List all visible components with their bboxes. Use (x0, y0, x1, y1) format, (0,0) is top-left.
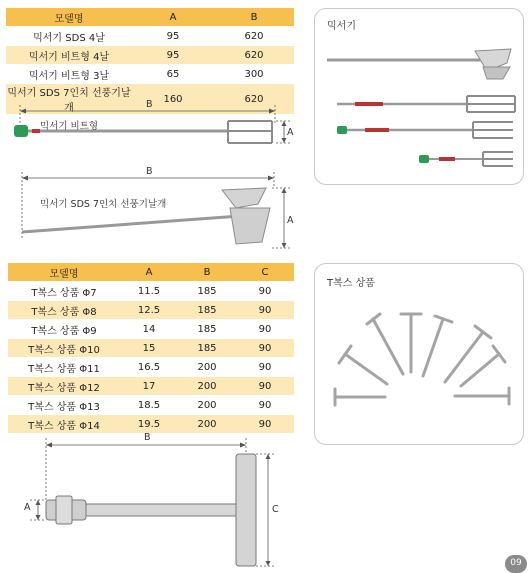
cell-a: 160 (132, 84, 214, 115)
table-row (8, 377, 294, 396)
dimension-a-label: A (287, 215, 294, 226)
cell-a: 95 (132, 27, 214, 46)
tbox-spec-table (8, 263, 294, 434)
cell-c: 90 (236, 377, 294, 396)
cell-a: 65 (132, 65, 214, 84)
tbox-photo-panel (314, 263, 524, 445)
header-model: 모델명 (6, 8, 132, 27)
cell-c: 90 (236, 301, 294, 320)
dimension-b-label: B (144, 432, 151, 443)
cell-a: 19.5 (120, 415, 178, 434)
dimension-b-label: B (146, 99, 153, 110)
dimension-a-label: A (24, 502, 31, 513)
cell-model: T복스 상품 Φ10 (8, 339, 120, 358)
cell-c: 90 (236, 415, 294, 434)
table-row (6, 27, 294, 46)
cell-model: 믹서기 비트형 4날 (6, 46, 132, 65)
mixer-bit-3-image (337, 122, 513, 138)
cell-model: T복스 상품 Φ13 (8, 396, 120, 415)
cell-b: 620 (214, 46, 294, 65)
table-row (6, 46, 294, 65)
cell-a: 11.5 (120, 282, 178, 301)
cell-b: 200 (178, 358, 236, 377)
cell-b: 620 (214, 27, 294, 46)
cell-c: 90 (236, 358, 294, 377)
cell-c: 90 (236, 396, 294, 415)
dimension-b-label: B (146, 166, 153, 177)
cell-model: 믹서기 비트형 3날 (6, 65, 132, 84)
cell-a: 95 (132, 46, 214, 65)
cell-model: T복스 상품 Φ14 (8, 415, 120, 434)
cell-b: 620 (214, 84, 294, 115)
header-a: A (132, 8, 214, 27)
cell-b: 200 (178, 415, 236, 434)
cell-a: 17 (120, 377, 178, 396)
table-row (8, 396, 294, 415)
page-number-badge: 09 (505, 555, 527, 573)
cell-a: 12.5 (120, 301, 178, 320)
table-row (8, 301, 294, 320)
mixer-photo-panel (314, 8, 524, 185)
header-a: A (120, 263, 178, 282)
tbox-dimension-diagram (0, 430, 300, 565)
panel-title: T복스 상품 (327, 278, 375, 289)
table-row (8, 320, 294, 339)
mixer-photo-illustration (315, 9, 523, 184)
table-header-row (6, 8, 294, 27)
cell-b: 185 (178, 320, 236, 339)
mixer-sds-4-blade-image (327, 49, 511, 79)
cell-b: 185 (178, 301, 236, 320)
cell-a: 15 (120, 339, 178, 358)
diagram-caption: 믹서기 비트형 (40, 121, 99, 132)
panel-title: 믹서기 (327, 21, 356, 32)
cell-b: 185 (178, 339, 236, 358)
cell-b: 300 (214, 65, 294, 84)
table-row (8, 358, 294, 377)
mixer-sds-fan-diagram (0, 168, 300, 253)
cell-b: 200 (178, 396, 236, 415)
cell-model: 믹서기 SDS 7인치 선풍기날개 (6, 84, 132, 115)
table-header-row (8, 263, 294, 282)
header-b: B (178, 263, 236, 282)
diagram-caption: 믹서기 SDS 7인치 선풍기날개 (40, 199, 167, 210)
mixer-bit-4-image (337, 96, 515, 112)
cell-c: 90 (236, 339, 294, 358)
header-model: 모델명 (8, 263, 120, 282)
cell-c: 90 (236, 282, 294, 301)
header-b: B (214, 8, 294, 27)
cell-b: 200 (178, 377, 236, 396)
tbox-fan-illustration (315, 264, 523, 444)
table-row (8, 339, 294, 358)
cell-a: 18.5 (120, 396, 178, 415)
cell-c: 90 (236, 320, 294, 339)
table-row (6, 65, 294, 84)
cell-model: T복스 상품 Φ8 (8, 301, 120, 320)
cell-model: T복스 상품 Φ11 (8, 358, 120, 377)
mixer-small-image (419, 152, 513, 166)
header-c: C (236, 263, 294, 282)
cell-model: T복스 상품 Φ9 (8, 320, 120, 339)
cell-model: 믹서기 SDS 4날 (6, 27, 132, 46)
cell-a: 14 (120, 320, 178, 339)
dimension-a-label: A (287, 127, 294, 138)
cell-a: 16.5 (120, 358, 178, 377)
dimension-c-label: C (272, 504, 279, 515)
cell-b: 185 (178, 282, 236, 301)
cell-model: T복스 상품 Φ12 (8, 377, 120, 396)
table-row (8, 282, 294, 301)
cell-model: T복스 상품 Φ7 (8, 282, 120, 301)
